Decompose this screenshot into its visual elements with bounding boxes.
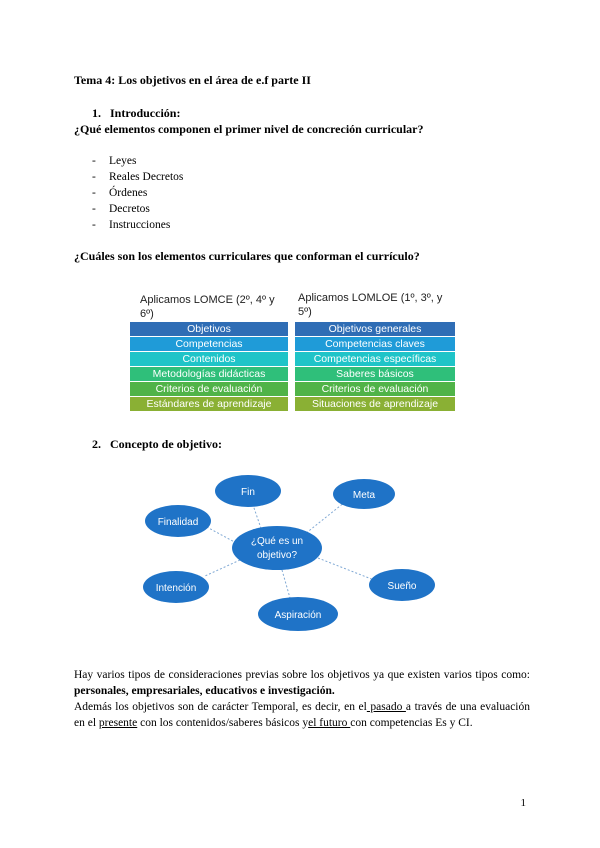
lomce-row: Contenidos [130, 352, 288, 367]
document-title: Tema 4: Los objetivos en el área de e.f parte II [74, 73, 311, 87]
paragraph-temporal [74, 699, 530, 731]
paragraph-types-text: Hay varios tipos de consideraciones previas sobre los objetivos ya que existen varios tipos como: [74, 669, 530, 681]
lomloe-row: Criterios de evaluación [295, 382, 455, 397]
lomce-caption: Aplicamos LOMCE (2º, 4º y 6º) [140, 294, 275, 320]
question-concrecion: ¿Qué elementos componen el primer nivel de concreción curricular? [74, 122, 424, 136]
center-label-line2: objetivo? [256, 550, 298, 561]
list-item: - Órdenes [92, 185, 183, 201]
node-label: Finalidad [157, 517, 199, 528]
node-label: Meta [352, 490, 376, 501]
section-2-title: Concepto de objetivo: [110, 437, 222, 451]
lomloe-row: Saberes básicos [295, 367, 455, 382]
lomce-row: Estándares de aprendizaje [130, 397, 288, 412]
list-item: - Decretos [92, 201, 183, 217]
lomce-column [130, 322, 288, 412]
objective-mind-map [0, 470, 600, 655]
lomloe-column [295, 322, 455, 412]
paragraph-types [74, 667, 530, 699]
lomce-row: Competencias [130, 337, 288, 352]
node-label: Intención [155, 583, 197, 594]
temporal-text-a: Además los objetivos son de carácter Temporal, es decir, en el [74, 701, 367, 713]
levels-list [92, 153, 183, 233]
question-elementos: ¿Cuáles son los elementos curriculares que conforman el currículo? [74, 249, 420, 263]
section-2-number: 2. [92, 437, 101, 451]
node-label: Fin [241, 487, 255, 498]
lomloe-row: Objetivos generales [295, 322, 455, 337]
center-label-line1: ¿Qué es un [250, 536, 304, 547]
lomloe-row: Situaciones de aprendizaje [295, 397, 455, 412]
node-label: Sueño [387, 581, 417, 592]
list-item: - Leyes [92, 153, 183, 169]
section-1-number: 1. [92, 106, 101, 120]
connector-line [282, 570, 290, 598]
section-2-heading [92, 437, 222, 452]
connector-line [318, 558, 374, 580]
node-label: Aspiración [274, 610, 322, 621]
temporal-presente: presente [98, 717, 138, 729]
page-number: 1 [520, 797, 526, 809]
temporal-text-d: con competencias Es y CI. [350, 717, 473, 729]
temporal-text-c: con los contenidos/saberes básicos y [137, 717, 309, 729]
temporal-pasado: pasado [366, 701, 406, 713]
list-item: - Instrucciones [92, 217, 183, 233]
section-1-title: Introducción: [110, 106, 181, 120]
section-1-heading [92, 106, 180, 121]
lomce-row: Objetivos [130, 322, 288, 337]
connector-line [205, 560, 240, 576]
center-node [232, 526, 322, 570]
temporal-text-b: a través de una evaluación en el [74, 701, 530, 729]
paragraph-types-bold: personales, empresariales, educativos e investigación. [74, 685, 335, 697]
lomloe-row: Competencias específicas [295, 352, 455, 367]
lomloe-row: Competencias claves [295, 337, 455, 352]
lomloe-caption: Aplicamos LOMLOE (1º, 3º, y 5º) [298, 292, 443, 318]
temporal-futuro: el futuro [308, 717, 351, 729]
lomce-row: Criterios de evaluación [130, 382, 288, 397]
lomce-row: Metodologías didácticas [130, 367, 288, 382]
list-item: - Reales Decretos [92, 169, 183, 185]
